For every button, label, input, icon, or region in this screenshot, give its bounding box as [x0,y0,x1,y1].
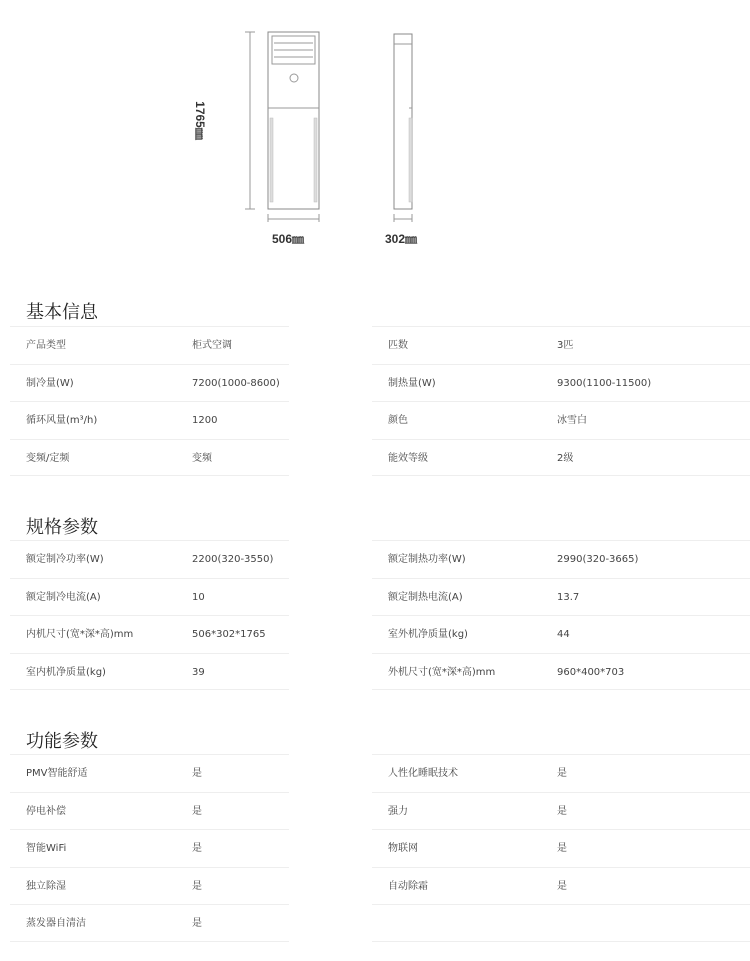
spec-row [372,867,750,905]
spec-label: 室外机净质量(kg) [388,629,468,640]
spec-label: 颜色 [388,415,408,426]
spec-value: 9300(1100-11500) [557,377,652,389]
section-title: 基本信息 [26,302,98,323]
spec-value: 冰雪白 [557,415,587,426]
spec-column-left [10,540,289,690]
spec-label: 强力 [388,805,408,817]
spec-row [372,754,750,792]
spec-row [10,540,289,578]
spec-value: 1200 [192,415,218,426]
spec-label: PMV智能舒适 [26,768,88,779]
spec-row [10,578,289,616]
spec-row [372,326,750,364]
spec-label: 智能WiFi [26,843,67,854]
spec-label: 制冷量(W) [26,377,74,389]
spec-row [10,615,289,653]
spec-row-empty [372,904,750,942]
spec-value: 是 [192,880,202,892]
spec-column-right [372,540,750,690]
spec-column-right [372,326,750,476]
height-dimension-label: 1765㎜ [192,101,207,140]
spec-label: 物联网 [388,843,418,854]
section-title: 功能参数 [26,731,98,752]
spec-value: 2级 [557,452,574,464]
spec-row [10,754,289,792]
spec-value: 44 [557,629,570,640]
spec-label: 独立除湿 [26,880,66,892]
spec-label: 人性化睡眠技术 [388,768,458,779]
spec-label: 额定制冷功率(W) [26,554,104,565]
spec-label: 额定制冷电流(A) [26,591,101,603]
spec-row [10,829,289,867]
spec-label: 外机尺寸(宽*深*高)mm [388,666,496,678]
spec-value: 是 [557,843,567,854]
spec-value: 7200(1000-8600) [192,377,280,389]
spec-row [10,326,289,364]
width-dimension-label: 506㎜ [272,232,305,246]
spec-label: 匹数 [388,340,408,351]
spec-value: 变频 [192,452,212,464]
spec-label: 额定制热功率(W) [388,554,466,565]
spec-row [372,439,750,477]
spec-label: 内机尺寸(宽*深*高)mm [26,629,134,640]
spec-row [372,653,750,691]
spec-row [372,401,750,439]
spec-row [372,615,750,653]
spec-label: 产品类型 [26,340,66,351]
spec-value: 是 [192,805,202,817]
spec-value: 39 [192,666,205,678]
spec-value: 是 [192,918,202,929]
spec-column-left [10,754,289,942]
spec-value: 2200(320-3550) [192,554,274,565]
section-title: 规格参数 [26,517,98,538]
spec-value: 是 [192,843,202,854]
spec-value: 是 [557,805,567,817]
spec-value: 3匹 [557,340,574,351]
spec-value: 13.7 [557,591,580,603]
spec-row [372,540,750,578]
spec-row [10,401,289,439]
spec-row [10,439,289,477]
spec-value: 是 [557,768,567,779]
spec-value: 柜式空调 [192,340,232,351]
product-outline-diagram [0,0,750,270]
spec-value: 2990(320-3665) [557,554,639,565]
spec-label: 制热量(W) [388,377,436,389]
spec-label: 蒸发器自清洁 [26,918,86,929]
spec-column-right [372,754,750,942]
spec-label: 变频/定频 [26,452,70,464]
spec-row [10,364,289,402]
spec-label: 室内机净质量(kg) [26,666,106,678]
spec-row [372,364,750,402]
spec-label: 额定制热电流(A) [388,591,463,603]
depth-dimension-label: 302㎜ [385,232,418,246]
spec-label: 停电补偿 [26,805,66,817]
spec-label: 自动除霜 [388,880,428,892]
spec-label: 能效等级 [388,452,428,464]
spec-value: 10 [192,591,205,603]
spec-row [10,653,289,691]
spec-row [372,578,750,616]
spec-column-left [10,326,289,476]
spec-row [10,792,289,830]
spec-label: 循环风量(m³/h) [26,415,98,426]
spec-value: 是 [557,880,567,892]
spec-row [10,867,289,905]
spec-value: 960*400*703 [557,666,625,678]
spec-row [372,829,750,867]
dimension-drawing [0,0,750,270]
spec-row [372,792,750,830]
spec-row [10,904,289,942]
spec-value: 506*302*1765 [192,629,266,640]
spec-value: 是 [192,768,202,779]
